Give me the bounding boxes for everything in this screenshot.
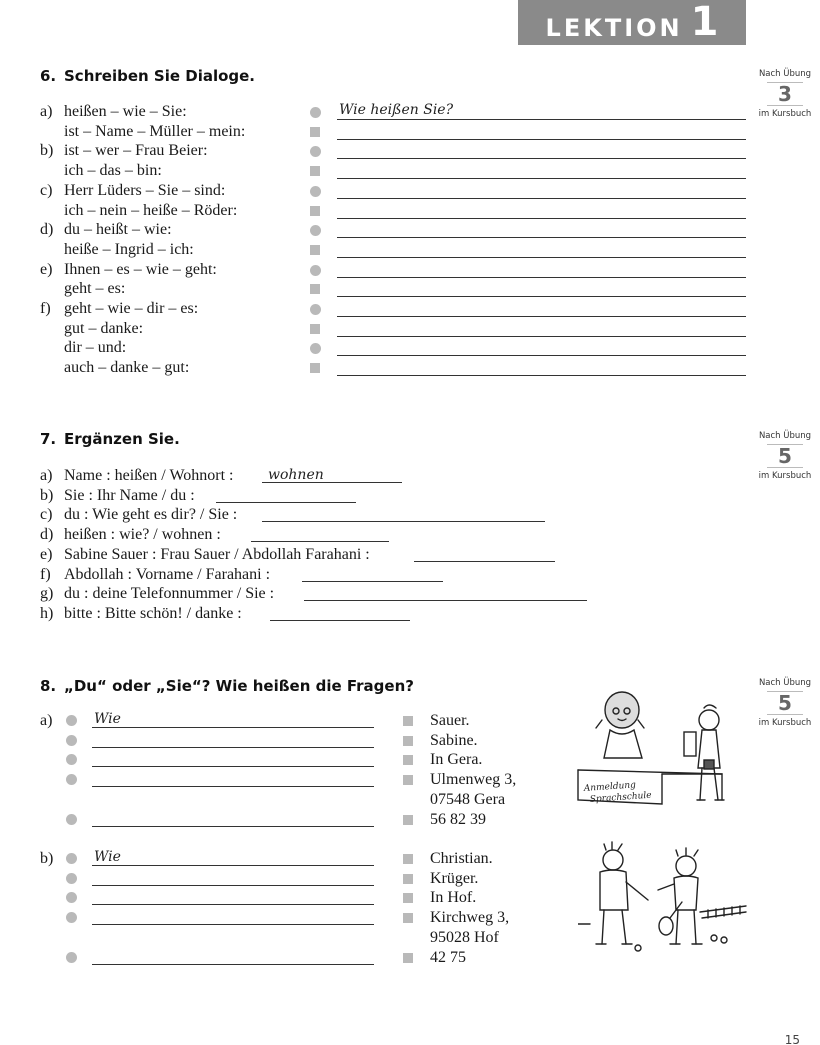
answer-text: Christian. (430, 850, 493, 867)
fill-in-line[interactable] (270, 620, 410, 621)
section-label: b) (40, 850, 54, 867)
speaker-circle-bullet (310, 265, 321, 276)
answer-square-bullet (403, 716, 413, 726)
ref-number: 5 (767, 444, 803, 468)
answer-square-bullet (403, 736, 413, 746)
ref-bottom: im Kursbuch (758, 718, 812, 728)
exercise-7-heading (40, 430, 180, 448)
answer-line[interactable] (337, 158, 746, 159)
answer-square-bullet (403, 913, 413, 923)
answer-text: 95028 Hof (430, 928, 499, 946)
ref-number: 3 (767, 82, 803, 106)
exercise-8-reference (752, 677, 818, 729)
answer-text: Sabine. (430, 731, 478, 749)
answer-text: In Gera. (430, 751, 483, 769)
item-label: g) (40, 585, 54, 603)
answer-square-bullet (403, 815, 413, 825)
item-label: h) (40, 604, 54, 622)
prompt-text: du – heißt – wie: (64, 221, 172, 239)
fill-in-line[interactable] (262, 521, 545, 522)
example-answer: Wie (94, 711, 121, 727)
answer-line[interactable] (337, 139, 746, 140)
question-circle-bullet (66, 853, 77, 864)
answer-text: 07548 Gera (430, 790, 506, 808)
question-circle-bullet (66, 774, 77, 785)
answer-line[interactable] (337, 375, 746, 376)
answer-text: 56 82 39 (430, 810, 486, 828)
answer-text: Ulmenweg 3, (430, 771, 517, 789)
item-text: Name : heißen / Wohnort : (64, 467, 234, 484)
answer-text: In Hof. (430, 889, 477, 907)
item-text: du : Wie geht es dir? / Sie : (64, 506, 238, 524)
sign-line-1: Anmeldung (583, 780, 637, 794)
question-line[interactable] (92, 727, 374, 728)
exercise-7-title: Ergänzen Sie. (64, 430, 180, 448)
answer-square-bullet (403, 755, 413, 765)
ref-bottom: im Kursbuch (758, 471, 812, 481)
ref-top: Nach Übung (758, 69, 812, 79)
answer-line[interactable] (337, 237, 746, 238)
example-answer: wohnen (268, 467, 324, 483)
speaker-circle-bullet (310, 343, 321, 354)
question-line[interactable] (92, 885, 374, 886)
speaker-circle-bullet (310, 186, 321, 197)
answer-square-bullet (403, 953, 413, 963)
question-circle-bullet (66, 952, 77, 963)
prompt-text: ist – Name – Müller – mein: (64, 122, 246, 140)
sign-line-2: Sprachschule (589, 790, 652, 805)
item-label: b) (40, 486, 54, 504)
lektion-banner (518, 0, 746, 45)
item-label: a) (40, 103, 53, 120)
page-number: 15 (784, 1033, 800, 1045)
exercise-7-reference (752, 430, 818, 482)
answer-square-bullet (403, 854, 413, 864)
answer-line[interactable] (337, 355, 746, 356)
speaker-circle-bullet (310, 146, 321, 157)
prompt-text: ich – das – bin: (64, 162, 162, 180)
ref-bottom: im Kursbuch (758, 109, 812, 119)
item-label: c) (40, 506, 53, 524)
item-text: du : deine Telefonnummer / Sie : (64, 585, 275, 603)
question-circle-bullet (66, 892, 77, 903)
item-text: heißen : wie? / wohnen : (64, 526, 221, 544)
answer-line[interactable] (337, 119, 746, 120)
fill-in-line[interactable] (302, 581, 443, 582)
fill-in-line[interactable] (304, 600, 587, 601)
item-text: Sie : Ihr Name / du : (64, 486, 195, 504)
ref-number: 5 (767, 691, 803, 715)
speaker-circle-bullet (310, 225, 321, 236)
prompt-text: geht – wie – dir – es: (64, 300, 199, 317)
exercise-6-reference (752, 68, 818, 120)
example-answer: Wie (94, 849, 121, 865)
answer-text: Sauer. (430, 712, 470, 729)
speaker-square-bullet (310, 324, 320, 334)
question-circle-bullet (66, 912, 77, 923)
exercise-8-number: 8. (40, 677, 57, 695)
question-line[interactable] (92, 826, 374, 827)
cartoon-tennis-illustration (578, 840, 748, 955)
speaker-square-bullet (310, 166, 320, 176)
item-text: Abdollah : Vorname / Farahani : (64, 565, 271, 583)
answer-text: Kirchweg 3, (430, 909, 510, 927)
answer-text: 42 75 (430, 948, 466, 966)
lektion-number: 1 (690, 0, 719, 45)
answer-line[interactable] (337, 316, 746, 317)
speaker-square-bullet (310, 363, 320, 373)
item-label: f) (40, 300, 51, 317)
prompt-text: ist – wer – Frau Beier: (64, 142, 208, 160)
ref-top: Nach Übung (758, 431, 812, 441)
prompt-text: Ihnen – es – wie – geht: (64, 260, 217, 278)
speaker-square-bullet (310, 245, 320, 255)
example-answer: Wie heißen Sie? (339, 102, 454, 118)
question-line[interactable] (92, 964, 374, 965)
prompt-text: Herr Lüders – Sie – sind: (64, 181, 226, 199)
question-line[interactable] (92, 786, 374, 787)
question-line[interactable] (92, 904, 374, 905)
exercise-6-title: Schreiben Sie Dialoge. (64, 67, 256, 85)
prompt-text: heiße – Ingrid – ich: (64, 240, 194, 258)
question-circle-bullet (66, 754, 77, 765)
question-circle-bullet (66, 715, 77, 726)
answer-square-bullet (403, 775, 413, 785)
item-label: e) (40, 260, 53, 278)
item-label: b) (40, 142, 54, 160)
speaker-square-bullet (310, 206, 320, 216)
item-text: bitte : Bitte schön! / danke : (64, 604, 242, 622)
prompt-text: ich – nein – heiße – Röder: (64, 201, 238, 219)
speaker-square-bullet (310, 127, 320, 137)
question-line[interactable] (92, 747, 374, 748)
exercise-8-title: „Du“ oder „Sie“? Wie heißen die Fragen? (64, 677, 414, 695)
exercise-6-number: 6. (40, 67, 57, 85)
cartoon-registration-illustration (572, 688, 747, 810)
speaker-square-bullet (310, 284, 320, 294)
prompt-text: gut – danke: (64, 319, 144, 337)
answer-line[interactable] (337, 218, 746, 219)
item-label: f) (40, 565, 51, 583)
item-label: a) (40, 467, 53, 484)
exercise-7-number: 7. (40, 430, 57, 448)
answer-line[interactable] (337, 198, 746, 199)
answer-line[interactable] (337, 277, 746, 278)
speaker-circle-bullet (310, 107, 321, 118)
question-line[interactable] (92, 865, 374, 866)
answer-line[interactable] (337, 178, 746, 179)
fill-in-line[interactable] (251, 541, 389, 542)
question-line[interactable] (92, 924, 374, 925)
exercise-8-heading (40, 677, 414, 695)
answer-text: Krüger. (430, 869, 479, 887)
answer-line[interactable] (337, 257, 746, 258)
prompt-text: dir – und: (64, 339, 127, 357)
item-text: Sabine Sauer : Frau Sauer / Abdollah Farahani : (64, 545, 370, 563)
question-line[interactable] (92, 766, 374, 767)
answer-square-bullet (403, 893, 413, 903)
prompt-text: auch – danke – gut: (64, 359, 190, 377)
exercise-6-heading (40, 67, 255, 85)
answer-line[interactable] (337, 336, 746, 337)
item-label: d) (40, 221, 54, 239)
answer-square-bullet (403, 874, 413, 884)
answer-line[interactable] (337, 296, 746, 297)
fill-in-line[interactable] (414, 561, 555, 562)
section-label: a) (40, 712, 53, 729)
question-circle-bullet (66, 735, 77, 746)
speaker-circle-bullet (310, 304, 321, 315)
question-circle-bullet (66, 873, 77, 884)
fill-in-line[interactable] (216, 502, 356, 503)
item-label: d) (40, 526, 54, 544)
item-label: c) (40, 181, 53, 199)
ref-top: Nach Übung (758, 678, 812, 688)
lektion-word: LEKTION (545, 14, 683, 42)
item-label: e) (40, 545, 53, 563)
prompt-text: geht – es: (64, 280, 126, 298)
prompt-text: heißen – wie – Sie: (64, 103, 187, 120)
question-circle-bullet (66, 814, 77, 825)
